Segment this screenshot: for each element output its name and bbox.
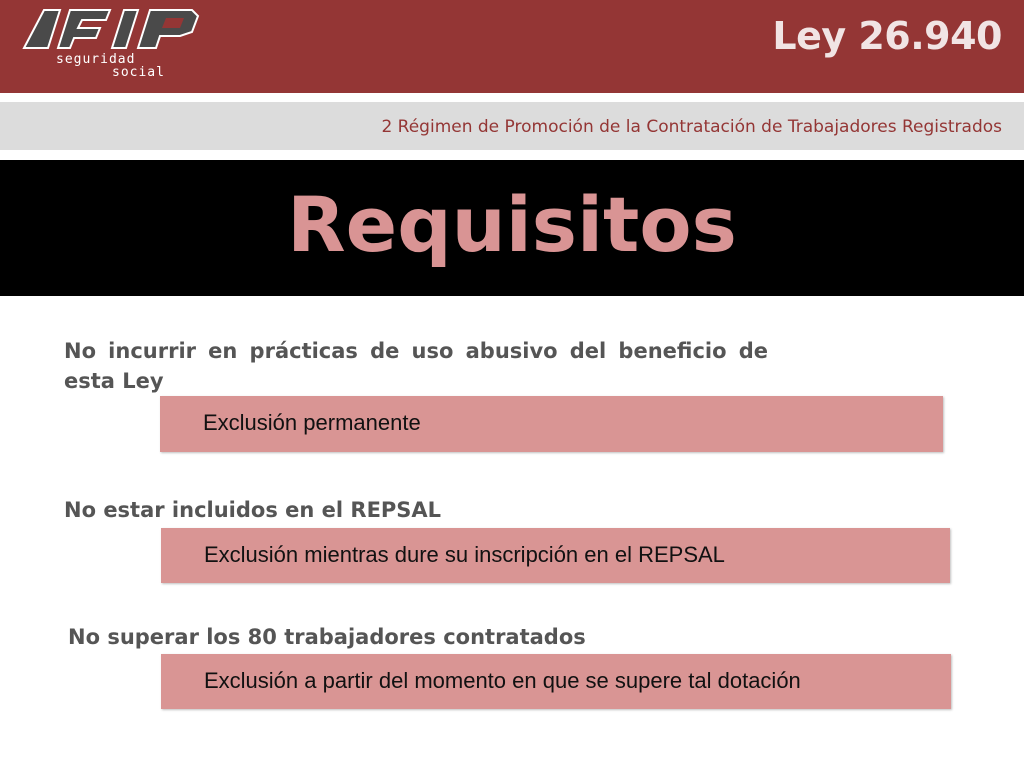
page-title: Requisitos [287, 180, 737, 269]
consequence-box-1 [160, 396, 943, 452]
consequence-text-3: Exclusión a partir del momento en que se supere tal dotación [204, 668, 801, 693]
logo-line2: social [112, 65, 165, 78]
consequence-text-2: Exclusión mientras dure su inscripción en el REPSAL [204, 542, 725, 567]
requirement-label-1: No incurrir en prácticas de uso abusivo del beneficio de esta Ley [64, 339, 768, 393]
afip-logo-graphic [20, 6, 205, 78]
law-title: Ley 26.940 [772, 14, 1002, 58]
consequence-box-3 [161, 654, 951, 709]
afip-logo [20, 6, 205, 78]
title-band [0, 160, 1024, 296]
requirement-label-2: No estar incluidos en el REPSAL [64, 498, 442, 522]
consequence-box-2 [161, 528, 950, 583]
logo-line1: seguridad [56, 52, 136, 67]
consequence-text-1: Exclusión permanente [203, 410, 421, 435]
subtitle-bar [0, 102, 1024, 150]
subtitle: 2 Régimen de Promoción de la Contratación de Trabajadores Registrados [381, 117, 1002, 137]
requirement-label-3: No superar los 80 trabajadores contratados [68, 625, 586, 649]
header-bar [0, 0, 1024, 93]
